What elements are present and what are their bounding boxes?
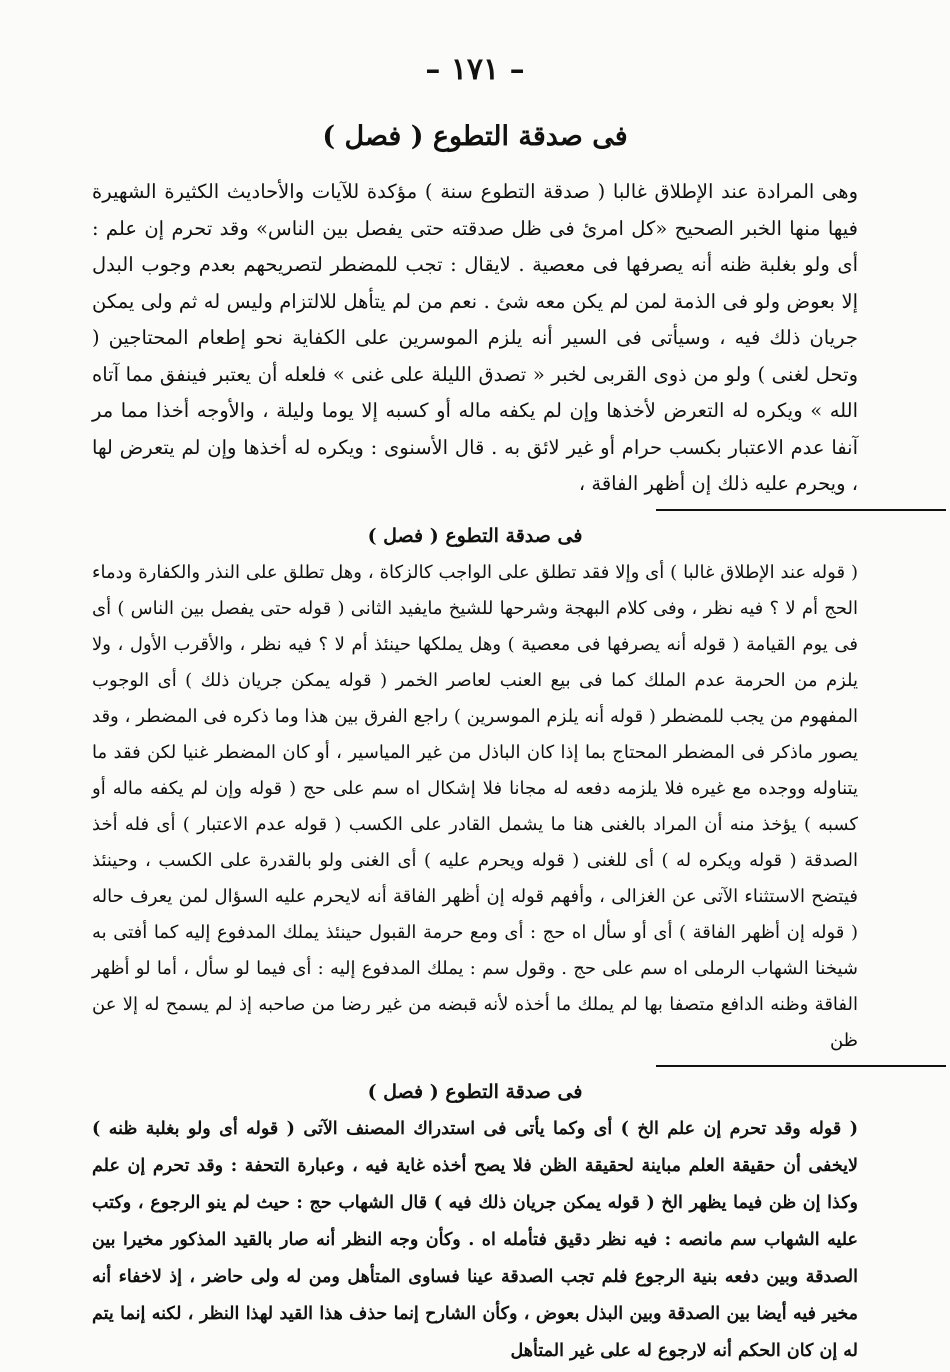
commentary-2-paragraph: ( قوله وقد تحرم إن علم الخ ) أى وكما يأتى فى استدراك المصنف الآتى ( قوله أى ولو بغلبة ظنه ) لايخفى أن حقيقة العلم مباينة لحقيقة الظن فلا يصح أخذه غاية فيه ، وعبارة التحفة : وقد تحرم إن علم وكذا إن ظن فيما يظهر الخ ( قوله يمكن جريان ذلك فيه ) قال الشهاب حج : حيث لم ينو الرجوع ، وكتب عليه الشهاب سم مانصه : فيه نظر دقيق فتأمله اه . وكأن وجه النظر أنه صار بالقيد المذكور مخيرا بين الصدقة وبين دفعه بنية الرجوع فلم تجب الصدقة عينا فساوى المتأهل ومن له ولى حاضر ، إذ لاخفاء أنه مخير فيه أيضا بين الصدقة وبين البذل بعوض ، وكأن الشارح إنما حذف هذا القيد لهذا النظر ، لكنه إنما يتم له إن كان الحكم أنه لارجوع له على غير المتأهل xyxy=(92,1118,858,1361)
commentary-2-heading: ( فصل ) فى صدقة التطوع xyxy=(367,1080,583,1103)
page-number: – ۱۷۱ – xyxy=(425,52,525,87)
section-divider xyxy=(656,509,946,511)
main-text-paragraph: وهى المرادة عند الإطلاق غالبا ( صدقة التطوع سنة ) مؤكدة للآيات والأحاديث الكثيرة الشهيرة فيها منها الخبر الصحيح «كل امرئ فى ظل صدقته حتى يفصل بين الناس» وقد تحرم إن علم : أى ولو بغلبة ظنه أنه يصرفها فى معصية . لايقال : تجب للمضطر لتصريحهم بعدم وجوب البدل إلا بعوض ولو فى الذمة لمن لم يكن معه شئ . نعم من لم يتأهل للالتزام وليس له ثم ولى يمكن جريان ذلك فيه ، وسيأتى فى السير أنه يلزم الموسرين على الكفاية نحو إطعام المحتاجين ( وتحل لغنى ) ولو من ذوى القربى لخبر « تصدق الليلة على غنى » فلعله أن يعتبر فينفق مما آتاه الله » ويكره له التعرض لأخذها وإن لم يكفه ماله أو كسبه إلا يوما وليلة ، والأوجه أخذا مما مر آنفا عدم الاعتبار بكسب حرام أو غير لائق به . قال الأسنوى : ويكره له أخذها وإن لم يتعرض لها ، ويحرم عليه ذلك إن أظهر الفاقة ، xyxy=(92,180,858,495)
commentary-1-heading: ( فصل ) فى صدقة التطوع xyxy=(367,524,583,547)
main-section-heading: ( فصل ) فى صدقة التطوع xyxy=(322,121,628,152)
section-divider xyxy=(656,1065,946,1067)
commentary-1-paragraph: ( قوله عند الإطلاق غالبا ) أى وإلا فقد تطلق على الواجب كالزكاة ، وهل تطلق على النذر والكفارة ودماء الحج أم لا ؟ فيه نظر ، وفى كلام البهجة وشرحها للشيخ مايفيد الثانى ( قوله حتى يفصل بين الناس ) أى فى يوم القيامة ( قوله أنه يصرفها فى معصية ) وهل يملكها حينئذ أم لا ؟ فيه نظر ، والأقرب الأول ، ولا يلزم من الحرمة عدم الملك كما فى بيع العنب لعاصر الخمر ( قوله يمكن جريان ذلك ) أى الوجوب المفهوم من يجب للمضطر ( قوله أنه يلزم الموسرين ) راجع الفرق بين هذا وما ذكره فى المضطر ، وقد يصور ماذكر فى المضطر المحتاج بما إذا كان الباذل من غير المياسير ، أو كان المضطر غنيا لكن فقد ما يتناوله ووجده مع غيره فلا يلزمه دفعه له مجانا فلا إشكال اه سم على حج ( قوله وإن لم يكفه ماله أو كسبه ) يؤخذ منه أن المراد بالغنى هنا ما يشمل القادر على الكسب ( قوله عدم الاعتبار ) أى فله أخذ الصدقة ( قوله ويكره له ) أى للغنى ( قوله ويحرم عليه ) أى الغنى ولو بالقدرة على الكسب ، وحينئذ فيتضح الاستثناء الآتى عن الغزالى ، وأفهم قوله إن أظهر الفاقة أنه لايحرم عليه السؤال لمن يعرف حاله ( قوله إن أظهر الفاقة ) أى أو سأل اه حج : أى ومع حرمة القبول حينئذ يملك المدفوع إليه كما أفتى به شيخنا الشهاب الرملى اه سم على حج . وقول سم : يملك المدفوع إليه : أى فيما لو سأل ، أما لو أظهر الفاقة وظنه الدافع متصفا بها لم يملك ما أخذه لأنه قبضه من غير رضا من صاحبه إذ لم يسمح له إلا عن ظن xyxy=(92,561,858,1051)
